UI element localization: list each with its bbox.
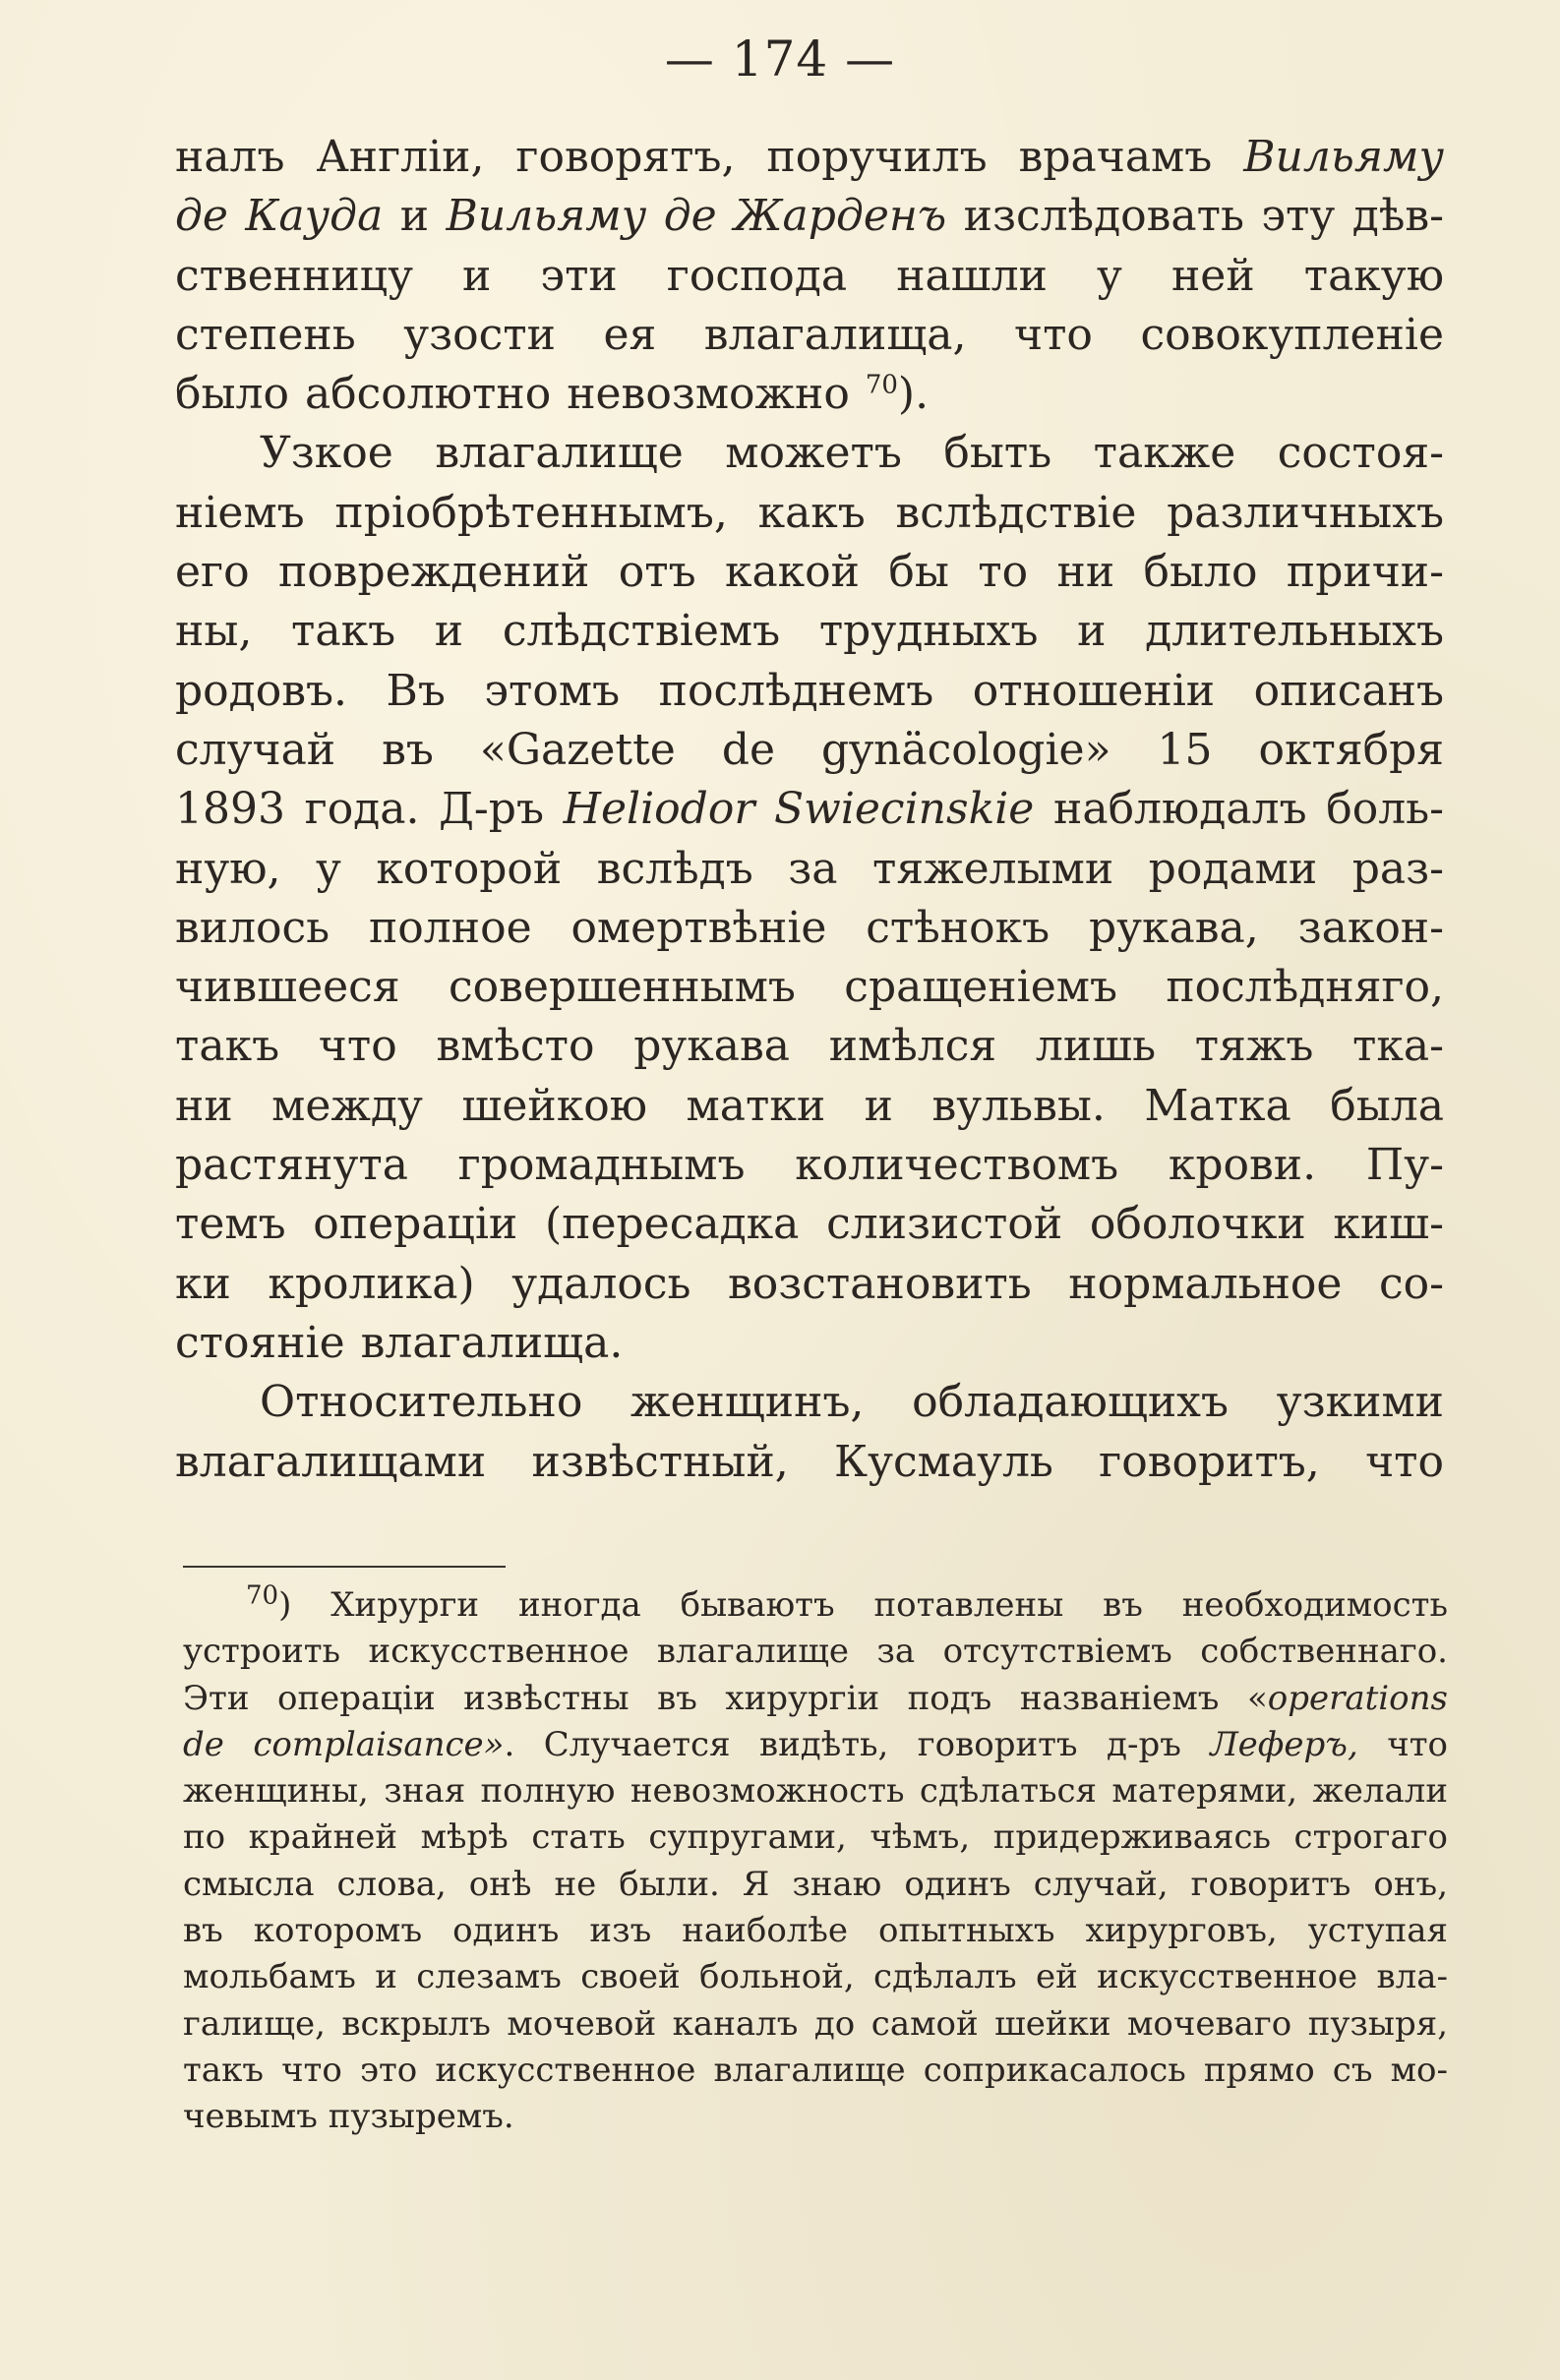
footnote-line: такъ что это искусственное влагалище соприкасалось прямо съ мо- bbox=[183, 2050, 1448, 2090]
footnote-line: de complaisance». Случается видѣть, говоритъ д-ръ Леферъ, что bbox=[183, 1724, 1448, 1764]
footnote-line: смысла слова, онѣ не были. Я знаю одинъ случай, говоритъ онъ, bbox=[183, 1864, 1448, 1904]
footnote-line: $^{70}$) Хирурги иногда бываютъ потавлены въ необходимость bbox=[246, 1580, 1448, 1625]
footnote-line: мольбамъ и слезамъ своей больной, сдѣлалъ ей искусственное вла- bbox=[183, 1957, 1448, 1997]
text-line: чившееся совершеннымъ сращеніемъ послѣдняго, bbox=[175, 962, 1444, 1013]
text-line: ни между шейкою матки и вульвы. Матка была bbox=[175, 1080, 1444, 1131]
text-line: де Кауда и Вильяму де Жарденъ изслѣдовать эту дѣв- bbox=[175, 191, 1444, 242]
footnote-marker: 70 bbox=[246, 1580, 279, 1611]
footnote-line: Эти операціи извѣстны въ хирургіи подъ названіемъ «operations bbox=[183, 1678, 1448, 1718]
text-line: влагалищами извѣстный, Кусмауль говоритъ, что bbox=[175, 1436, 1444, 1487]
footnote-block bbox=[183, 1582, 1448, 2141]
main-text bbox=[175, 128, 1444, 1492]
text-line: родовъ. Въ этомъ послѣднемъ отношеніи описанъ bbox=[175, 665, 1444, 716]
text-line: 1893 года. Д-ръ Heliodor Swiecinskie наблюдалъ боль- bbox=[175, 784, 1444, 835]
page-number: — 174 — bbox=[664, 30, 896, 88]
footnote-line: по крайней мѣрѣ стать супругами, чѣмъ, придерживаясь строгаго bbox=[183, 1817, 1448, 1858]
footnote-ref: 70 bbox=[865, 370, 898, 400]
text-line: степень узости ея влагалища, что совокупленіе bbox=[175, 309, 1444, 360]
text-line: Узкое влагалище можетъ быть также состоя- bbox=[260, 428, 1444, 479]
footnote-line: галище, вскрылъ мочевой каналъ до самой шейки мочеваго пузыря, bbox=[183, 2003, 1448, 2044]
text-line: ніемъ пріобрѣтеннымъ, какъ вслѣдствіе различныхъ bbox=[175, 487, 1444, 538]
footnote-line: устроить искусственное влагалище за отсутствіемъ собственнаго. bbox=[183, 1632, 1448, 1672]
text-line: растянута громаднымъ количествомъ крови. Пу- bbox=[175, 1140, 1444, 1191]
footnote-line: въ которомъ одинъ изъ наиболѣе опытныхъ хирурговъ, уступая bbox=[183, 1911, 1448, 1951]
text-line: ную, у которой вслѣдъ за тяжелыми родами раз- bbox=[175, 843, 1444, 894]
text-line: такъ что вмѣсто рукава имѣлся лишь тяжъ тка- bbox=[175, 1021, 1444, 1072]
text-line: ственницу и эти господа нашли у ней такую bbox=[175, 250, 1444, 301]
text-line: Относительно женщинъ, обладающихъ узкими bbox=[260, 1377, 1444, 1428]
footnote-line: женщины, зная полную невозможность сдѣлаться матерями, желали bbox=[183, 1771, 1448, 1812]
text-line: ны, такъ и слѣдствіемъ трудныхъ и длительныхъ bbox=[175, 606, 1444, 657]
text-line: было абсолютно невозможно $^{70}$). bbox=[175, 369, 930, 420]
text-line: случай въ «Gazette de gynäcologie» 15 октября bbox=[175, 724, 1444, 775]
footnote-line: чевымъ пузыремъ. bbox=[183, 2097, 514, 2137]
text-line: ки кролика) удалось возстановить нормальное со- bbox=[175, 1258, 1444, 1309]
text-line: его повреждений отъ какой бы то ни было причи- bbox=[175, 547, 1444, 598]
footnote-divider bbox=[183, 1566, 506, 1568]
text-line: налъ Англіи, говорятъ, поручилъ врачамъ Вильяму bbox=[175, 132, 1444, 182]
text-line: стояніе влагалища. bbox=[175, 1317, 624, 1368]
text-line: темъ операціи (пересадка слизистой оболочки киш- bbox=[175, 1199, 1444, 1250]
text-line: вилось полное омертвѣніе стѣнокъ рукава, закон- bbox=[175, 902, 1444, 953]
